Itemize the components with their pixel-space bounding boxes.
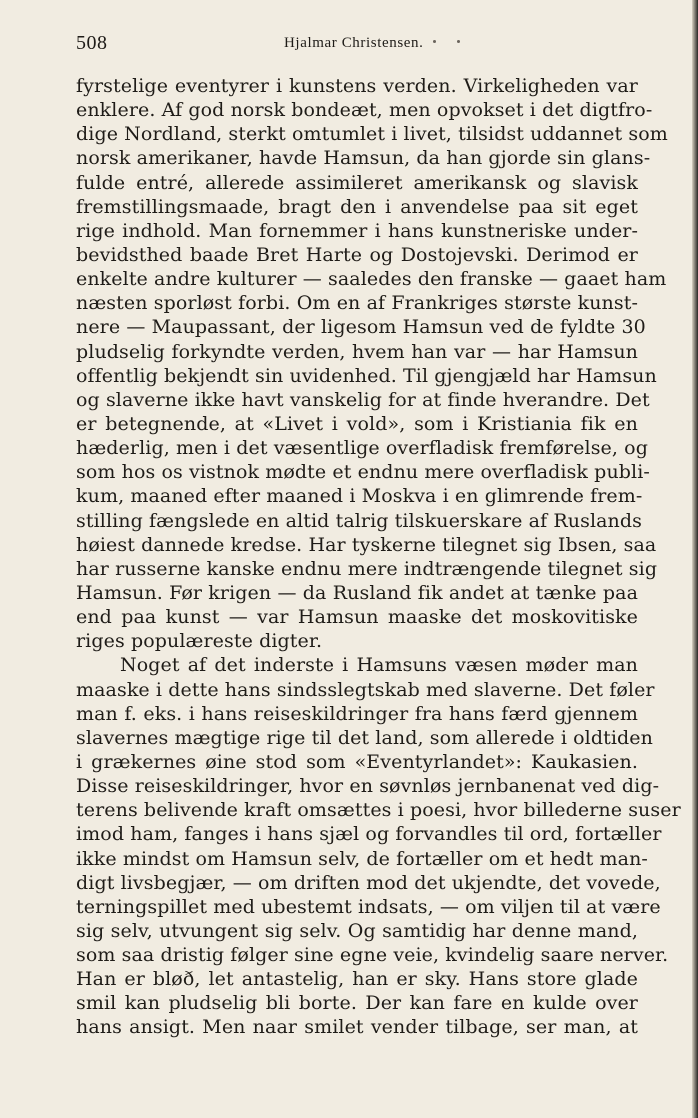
text-line: stilling fængslede en altid talrig tilskuerskare af Ruslands: [76, 509, 642, 532]
text-line: i grækernes øine stod som «Eventyrlandet»: Kaukasien.: [76, 750, 638, 773]
text-line: man f. eks. i hans reiseskildringer fra hans færd gjennem: [76, 702, 638, 725]
text-line: Hamsun. Før krigen — da Rusland fik andet at tænke paa: [76, 581, 638, 604]
page-edge-shadow: [692, 0, 698, 1118]
text-line: offentlig bekjendt sin uvidenhed. Til gjengjæld har Hamsun: [76, 364, 657, 387]
text-line: ikke mindst om Hamsun selv, de fortæller om et hedt man-: [76, 847, 648, 870]
text-line: som saa dristig følger sine egne veie, kvindelig saare nerver.: [76, 944, 669, 967]
text-line: høiest dannede kredse. Har tyskerne tilegnet sig Ibsen, saa: [76, 533, 657, 556]
text-line: norsk amerikaner, havde Hamsun, da han gjorde sin glans-: [76, 147, 651, 170]
text-line: enklere. Af god norsk bondeæt, men opvokset i det digtfro-: [76, 99, 653, 122]
text-line: fremstillingsmaade, bragt den i anvendelse paa sit eget: [76, 195, 638, 218]
ornament-dot: [433, 40, 436, 43]
text-line: fulde entré, allerede assimileret amerikansk og slavisk: [76, 171, 638, 194]
text-line: terens belivende kraft omsættes i poesi, hvor billederne suser: [76, 799, 681, 822]
text-line: maaske i dette hans sindsslegtskab med slaverne. Det føler: [76, 678, 655, 701]
text-line: og slaverne ikke havt vanskelig for at finde hverandre. Det: [76, 388, 650, 411]
text-line: terningspillet med ubestemt indsats, — om viljen til at være: [76, 895, 661, 918]
page-number: 508: [76, 32, 108, 54]
text-line: dige Nordland, sterkt omtumlet i livet, tilsidst uddannet som: [76, 123, 668, 146]
text-line: hæderlig, men i det væsentlige overfladisk fremførelse, og: [76, 437, 648, 460]
text-line: end paa kunst — var Hamsun maaske det moskovitiske: [76, 606, 638, 629]
text-line: rige indhold. Man fornemmer i hans kunstneriske under-: [76, 219, 638, 242]
text-line: kum, maaned efter maaned i Moskva i en glimrende frem-: [76, 485, 643, 508]
text-line: smil kan pludselig bli borte. Der kan fare en kulde over: [76, 992, 638, 1015]
body-text: [76, 74, 681, 1040]
text-line: Han er bløð, let antastelig, han er sky. Hans store glade: [76, 968, 638, 991]
paragraph-end-line: riges populæreste digter.: [76, 630, 323, 653]
text-line: har russerne kanske endnu mere indtrængende tilegnet sig: [76, 557, 658, 580]
text-line: næsten sporløst forbi. Om en af Frankriges største kunst-: [76, 292, 638, 315]
text-line: er betegnende, at «Livet i vold», som i Kristiania fik en: [76, 412, 638, 435]
page-header: [76, 32, 638, 60]
ornament-dot: [457, 40, 460, 43]
text-line: hans ansigt. Men naar smilet vender tilbage, ser man, at: [76, 1016, 638, 1039]
text-line: fyrstelige eventyrer i kunstens verden. Virkeligheden var: [76, 75, 638, 97]
text-line: imod ham, fanges i hans sjæl og forvandles til ord, fortæller: [76, 823, 662, 846]
running-head: Hjalmar Christensen.: [284, 35, 424, 51]
text-line: som hos os vistnok mødte et endnu mere overfladisk publi-: [76, 461, 650, 484]
text-line: nere — Maupassant, der ligesom Hamsun ved de fyldte 30: [76, 316, 646, 339]
text-line: digt livsbegjær, — om driften mod det ukjendte, det vovede,: [76, 871, 661, 894]
text-line: bevidsthed baade Bret Harte og Dostojevski. Derimod er: [76, 243, 638, 266]
text-line: sig selv, utvungent sig selv. Og samtidig har denne mand,: [76, 919, 638, 942]
text-line: pludselig forkyndte verden, hvem han var — har Hamsun: [76, 340, 638, 363]
paragraph-start-line: Noget af det inderste i Hamsuns væsen møder man: [120, 654, 638, 677]
text-line: Disse reiseskildringer, hvor en søvnløs jernbanenat ved dig-: [76, 775, 660, 798]
text-line: slavernes mægtige rige til det land, som allerede i oldtiden: [76, 726, 653, 749]
text-line: enkelte andre kulturer — saaledes den franske — gaaet ham: [76, 268, 667, 291]
